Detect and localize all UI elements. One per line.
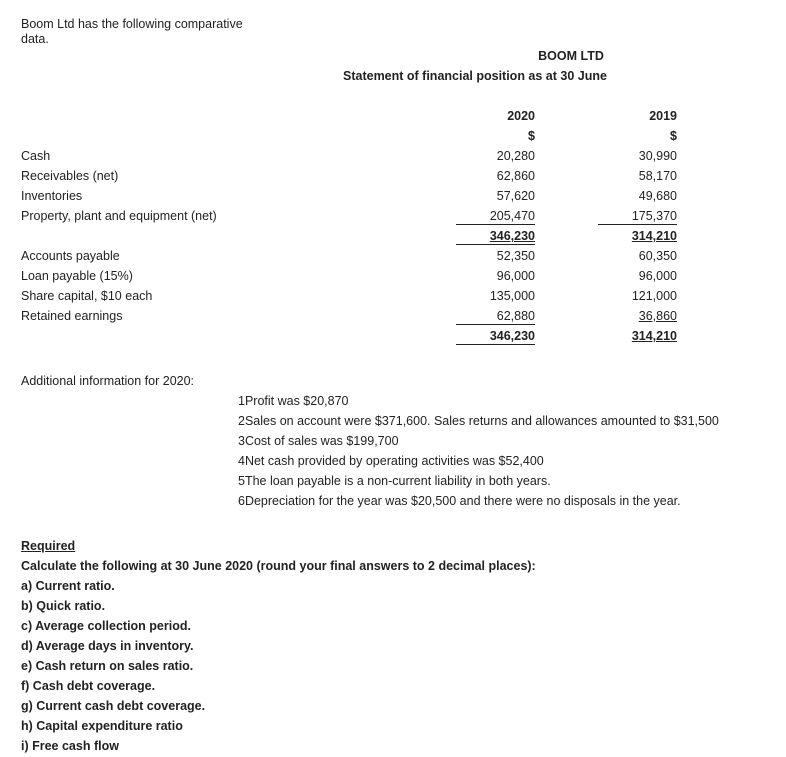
liability-label: Loan payable (15%) <box>21 269 133 283</box>
liability-2019: 121,000 <box>631 289 677 303</box>
company-name: BOOM LTD <box>538 49 604 63</box>
required-item: f) Cash debt coverage. <box>21 679 156 693</box>
liability-label: Retained earnings <box>21 309 123 323</box>
asset-2020: 62,860 <box>496 169 535 183</box>
additional-item: 6Depreciation for the year was $20,500 and there were no disposals in the year. <box>238 494 681 508</box>
total-rule-2020 <box>456 244 535 245</box>
required-item: a) Current ratio. <box>21 579 115 593</box>
required-intro: Calculate the following at 30 June 2020 (round your final answers to 2 decimal places): <box>21 559 536 573</box>
liability-2020: 62,880 <box>496 309 535 323</box>
additional-item: 1Profit was $20,870 <box>238 394 349 408</box>
intro-line-2: data. <box>21 32 49 46</box>
liability-label: Accounts payable <box>21 249 120 263</box>
required-item: e) Cash return on sales ratio. <box>21 659 194 673</box>
required-item: g) Current cash debt coverage. <box>21 699 206 713</box>
statement-title: Statement of financial position as at 30 June <box>343 69 607 83</box>
subtotal-rule-2020 <box>456 324 535 325</box>
asset-2020: 205,470 <box>489 209 535 223</box>
additional-item: 5The loan payable is a non-current liability in both years. <box>238 474 551 488</box>
required-item: b) Quick ratio. <box>21 599 106 613</box>
liability-2020: 52,350 <box>496 249 535 263</box>
liability-2020: 96,000 <box>496 269 535 283</box>
additional-title: Additional information for 2020: <box>21 374 195 388</box>
liability-label: Share capital, $10 each <box>21 289 153 303</box>
subtotal-rule-2019 <box>598 224 677 225</box>
asset-2019: 30,990 <box>638 149 677 163</box>
total-rule-2020 <box>456 344 535 345</box>
asset-label: Inventories <box>21 189 83 203</box>
liability-2019: 60,350 <box>638 249 677 263</box>
currency-2019: $ <box>670 129 677 143</box>
liability-2020: 135,000 <box>489 289 535 303</box>
liabilities-total-2020: 346,230 <box>489 329 535 343</box>
year-2020-header: 2020 <box>507 109 535 123</box>
currency-2020: $ <box>528 129 535 143</box>
required-item: d) Average days in inventory. <box>21 639 194 653</box>
required-title: Required <box>21 539 76 553</box>
asset-2020: 20,280 <box>496 149 535 163</box>
asset-label: Cash <box>21 149 51 163</box>
additional-item: 3Cost of sales was $199,700 <box>238 434 399 448</box>
additional-item: 4Net cash provided by operating activities was $52,400 <box>238 454 544 468</box>
assets-total-2019: 314,210 <box>631 229 677 243</box>
liability-2019: 36,860 <box>638 309 677 323</box>
asset-2020: 57,620 <box>496 189 535 203</box>
intro-line-1: Boom Ltd has the following comparative <box>21 17 243 31</box>
required-item: i) Free cash flow <box>21 739 119 753</box>
year-2019-header: 2019 <box>649 109 677 123</box>
liabilities-total-2019: 314,210 <box>631 329 677 343</box>
assets-total-2020: 346,230 <box>489 229 535 243</box>
asset-2019: 49,680 <box>638 189 677 203</box>
asset-label: Receivables (net) <box>21 169 119 183</box>
required-item: c) Average collection period. <box>21 619 191 633</box>
asset-label: Property, plant and equipment (net) <box>21 209 217 223</box>
subtotal-rule-2020 <box>456 224 535 225</box>
required-item: h) Capital expenditure ratio <box>21 719 183 733</box>
liability-2019: 96,000 <box>638 269 677 283</box>
asset-2019: 175,370 <box>631 209 677 223</box>
asset-2019: 58,170 <box>638 169 677 183</box>
additional-item: 2Sales on account were $371,600. Sales returns and allowances amounted to $31,500 <box>238 414 719 428</box>
